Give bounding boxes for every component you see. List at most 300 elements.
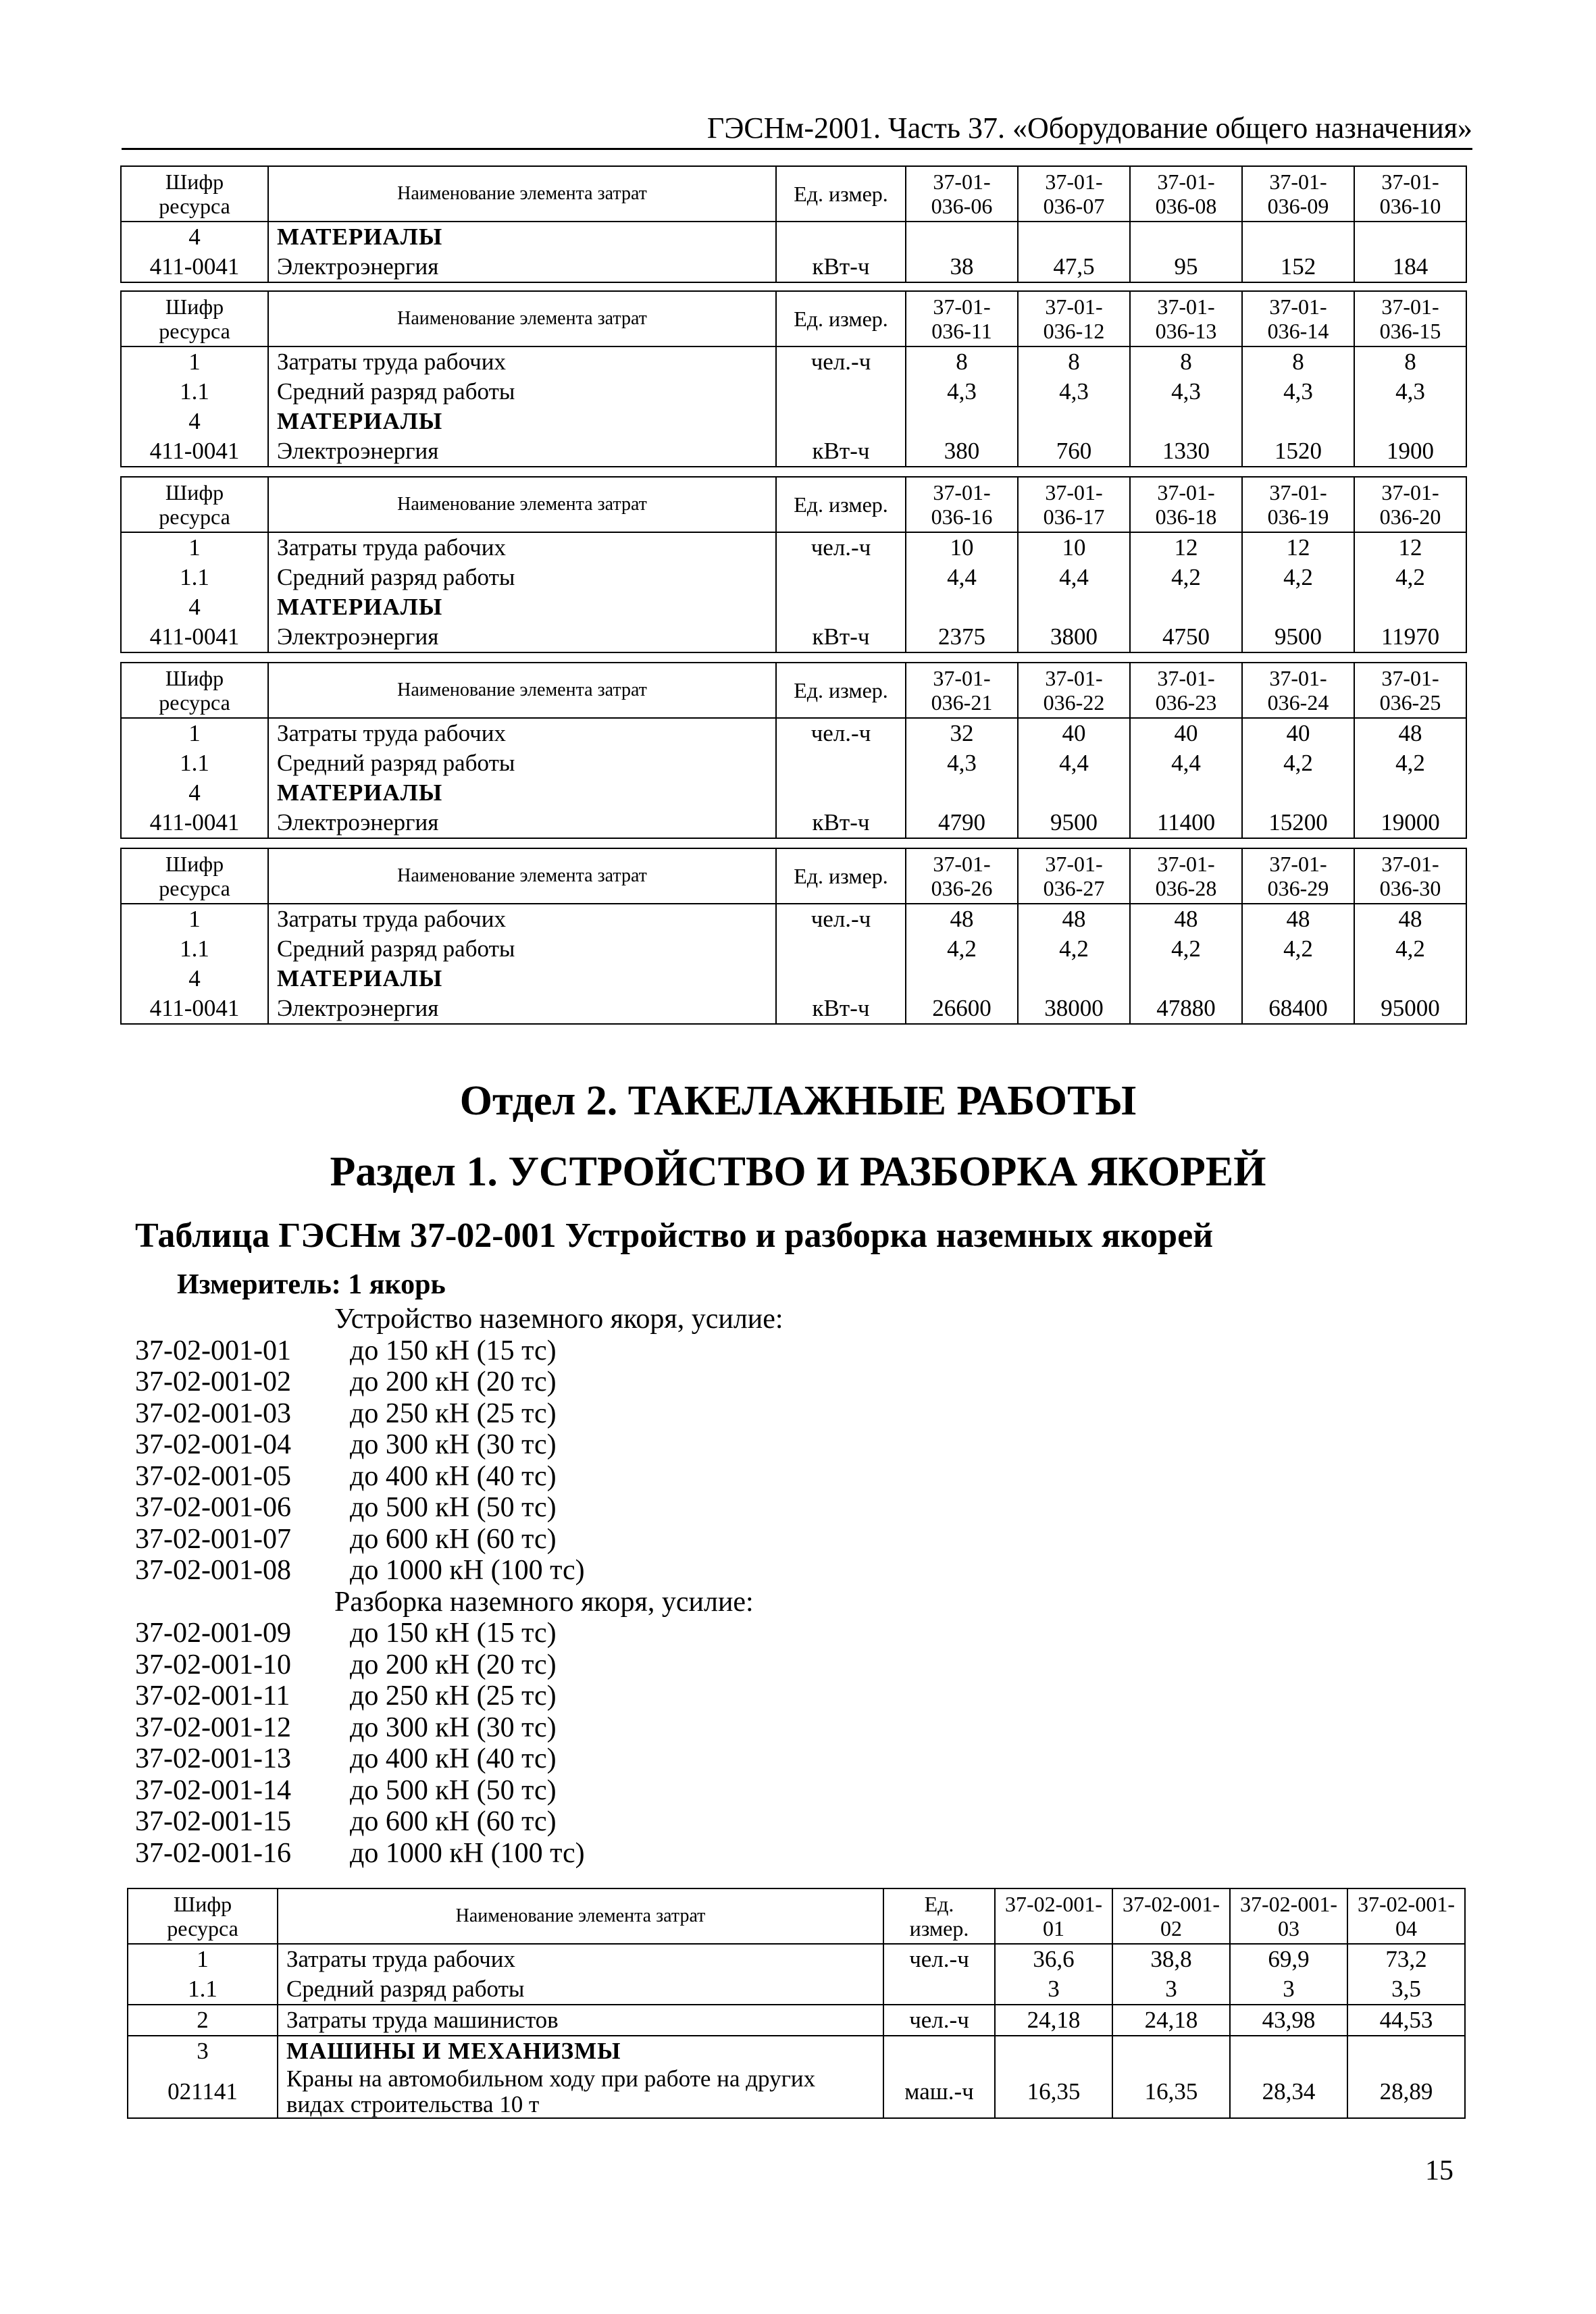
header-code-cell: Шифр ресурса bbox=[121, 166, 268, 222]
value-cell: 152 bbox=[1242, 252, 1354, 282]
element-name-cell: МАТЕРИАЛЫ bbox=[268, 778, 776, 808]
header-norm-code-cell: 37-01-036-10 bbox=[1354, 166, 1466, 222]
list-item bbox=[135, 1775, 783, 1807]
element-name-cell: МАТЕРИАЛЫ bbox=[268, 407, 776, 436]
page-number: 15 bbox=[1425, 2155, 1453, 2186]
value-cell: 48 bbox=[1130, 904, 1242, 934]
value-cell: 4790 bbox=[906, 808, 1018, 838]
resource-code-cell: 1.1 bbox=[121, 563, 268, 592]
item-code: 37-02-001-10 bbox=[135, 1649, 291, 1680]
item-text: до 500 кН (50 тс) bbox=[350, 1492, 557, 1523]
header-code-cell: Шифр ресурса bbox=[121, 848, 268, 904]
item-text: до 500 кН (50 тс) bbox=[350, 1774, 557, 1806]
table-row bbox=[121, 934, 1466, 964]
value-cell: 40 bbox=[1130, 718, 1242, 748]
value-cell: 4,3 bbox=[1018, 377, 1130, 407]
value-cell: 38 bbox=[906, 252, 1018, 282]
header-norm-code-cell: 37-02-001-01 bbox=[995, 1888, 1112, 1944]
value-cell bbox=[1230, 2036, 1347, 2066]
item-text: до 250 кН (25 тс) bbox=[350, 1397, 557, 1429]
list-item bbox=[135, 1366, 783, 1398]
item-text: до 1000 кН (100 тс) bbox=[350, 1555, 585, 1586]
element-name-cell: Затраты труда рабочих bbox=[268, 904, 776, 934]
unit-cell bbox=[883, 1974, 995, 2005]
unit-cell: чел.-ч bbox=[776, 346, 906, 377]
header-norm-code-cell: 37-01-036-16 bbox=[906, 477, 1018, 532]
value-cell: 4,2 bbox=[1354, 563, 1466, 592]
header-name-cell: Наименование элемента затрат bbox=[278, 1888, 883, 1944]
value-cell: 47880 bbox=[1130, 994, 1242, 1024]
table-row bbox=[121, 904, 1466, 934]
value-cell: 95 bbox=[1130, 252, 1242, 282]
value-cell: 4,2 bbox=[1242, 748, 1354, 778]
unit-cell: кВт-ч bbox=[776, 808, 906, 838]
list-item bbox=[135, 1492, 783, 1524]
item-text: до 300 кН (30 тс) bbox=[350, 1712, 557, 1743]
unit-cell: кВт-ч bbox=[776, 436, 906, 467]
header-norm-code-cell: 37-01-036-08 bbox=[1130, 166, 1242, 222]
resource-cost-table bbox=[127, 1888, 1466, 2119]
value-cell: 28,34 bbox=[1230, 2066, 1347, 2118]
item-code: 37-02-001-11 bbox=[135, 1680, 290, 1712]
resource-code-cell: 411-0041 bbox=[121, 808, 268, 838]
header-name-cell: Наименование элемента затрат bbox=[268, 477, 776, 532]
item-code: 37-02-001-03 bbox=[135, 1397, 291, 1429]
value-cell: 68400 bbox=[1242, 994, 1354, 1024]
list-item bbox=[135, 1555, 783, 1587]
resource-code-cell: 1.1 bbox=[128, 1974, 278, 2005]
value-cell: 8 bbox=[1018, 346, 1130, 377]
list-item bbox=[135, 1712, 783, 1744]
header-norm-code-cell: 37-01-036-23 bbox=[1130, 663, 1242, 718]
value-cell: 4,3 bbox=[1354, 377, 1466, 407]
element-name-cell: Средний разряд работы bbox=[268, 377, 776, 407]
resource-code-cell: 4 bbox=[121, 592, 268, 622]
table-row bbox=[128, 1974, 1465, 2005]
value-cell: 3800 bbox=[1018, 622, 1130, 652]
header-norm-code-cell: 37-01-036-06 bbox=[906, 166, 1018, 222]
table-row bbox=[121, 808, 1466, 838]
unit-cell: чел.-ч bbox=[883, 2005, 995, 2036]
value-cell: 8 bbox=[1242, 346, 1354, 377]
header-code-cell: Шифр ресурса bbox=[121, 663, 268, 718]
value-cell: 19000 bbox=[1354, 808, 1466, 838]
item-text: до 250 кН (25 тс) bbox=[350, 1680, 557, 1712]
header-norm-code-cell: 37-01-036-22 bbox=[1018, 663, 1130, 718]
value-cell: 16,35 bbox=[995, 2066, 1112, 2118]
table-row bbox=[121, 592, 1466, 622]
header-norm-code-cell: 37-01-036-15 bbox=[1354, 291, 1466, 346]
element-name-cell: Затраты труда рабочих bbox=[268, 532, 776, 563]
value-cell: 3 bbox=[1230, 1974, 1347, 2005]
list-item bbox=[135, 1398, 783, 1430]
item-text: до 400 кН (40 тс) bbox=[350, 1743, 557, 1774]
value-cell: 4,3 bbox=[1130, 377, 1242, 407]
value-cell bbox=[906, 407, 1018, 436]
value-cell: 3 bbox=[995, 1974, 1112, 2005]
value-cell bbox=[1354, 778, 1466, 808]
header-norm-code-cell: 37-01-036-24 bbox=[1242, 663, 1354, 718]
value-cell: 48 bbox=[1354, 718, 1466, 748]
meter-line: Измеритель: 1 якорь bbox=[177, 1269, 446, 1300]
value-cell: 4,3 bbox=[906, 748, 1018, 778]
header-name-cell: Наименование элемента затрат bbox=[268, 663, 776, 718]
unit-cell: кВт-ч bbox=[776, 994, 906, 1024]
table-row bbox=[121, 778, 1466, 808]
value-cell: 36,6 bbox=[995, 1944, 1112, 1974]
header-norm-code-cell: 37-01-036-27 bbox=[1018, 848, 1130, 904]
value-cell: 48 bbox=[906, 904, 1018, 934]
value-cell bbox=[1130, 222, 1242, 252]
value-cell bbox=[1018, 222, 1130, 252]
resource-code-cell: 1 bbox=[128, 1944, 278, 1974]
table-row bbox=[121, 346, 1466, 377]
value-cell bbox=[1018, 778, 1130, 808]
item-text: до 200 кН (20 тс) bbox=[350, 1649, 557, 1680]
table-row bbox=[121, 994, 1466, 1024]
resource-code-cell: 4 bbox=[121, 778, 268, 808]
value-cell bbox=[995, 2036, 1112, 2066]
item-text: до 600 кН (60 тс) bbox=[350, 1523, 557, 1555]
table-row bbox=[121, 748, 1466, 778]
value-cell: 8 bbox=[1354, 346, 1466, 377]
header-norm-code-cell: 37-01-036-30 bbox=[1354, 848, 1466, 904]
element-name-cell: МАТЕРИАЛЫ bbox=[268, 964, 776, 994]
header-name-cell: Наименование элемента затрат bbox=[268, 166, 776, 222]
list-item bbox=[135, 1524, 783, 1555]
value-cell: 3,5 bbox=[1347, 1974, 1465, 2005]
value-cell: 4,2 bbox=[906, 934, 1018, 964]
header-unit-cell: Ед. измер. bbox=[776, 663, 906, 718]
header-norm-code-cell: 37-02-001-02 bbox=[1112, 1888, 1230, 1944]
header-unit-cell: Ед. измер. bbox=[776, 166, 906, 222]
header-norm-code-cell: 37-01-036-14 bbox=[1242, 291, 1354, 346]
list-item bbox=[135, 1429, 783, 1461]
unit-cell bbox=[776, 592, 906, 622]
header-norm-code-cell: 37-01-036-18 bbox=[1130, 477, 1242, 532]
value-cell bbox=[1130, 592, 1242, 622]
element-name-cell: Средний разряд работы bbox=[268, 934, 776, 964]
item-code: 37-02-001-02 bbox=[135, 1366, 291, 1397]
resource-code-cell: 4 bbox=[121, 964, 268, 994]
value-cell: 4750 bbox=[1130, 622, 1242, 652]
element-name-cell: Затраты труда рабочих bbox=[268, 718, 776, 748]
value-cell: 48 bbox=[1242, 904, 1354, 934]
item-code: 37-02-001-13 bbox=[135, 1743, 291, 1774]
value-cell bbox=[1130, 778, 1242, 808]
running-header: ГЭСНм-2001. Часть 37. «Оборудование общего назначения» bbox=[706, 111, 1472, 145]
value-cell: 15200 bbox=[1242, 808, 1354, 838]
value-cell: 4,2 bbox=[1018, 934, 1130, 964]
unit-cell bbox=[776, 748, 906, 778]
table-caption: Таблица ГЭСНм 37-02-001 Устройство и разборка наземных якорей bbox=[135, 1216, 1214, 1255]
resource-cost-table bbox=[120, 476, 1467, 653]
value-cell: 11970 bbox=[1354, 622, 1466, 652]
header-norm-code-cell: 37-02-001-03 bbox=[1230, 1888, 1347, 1944]
unit-cell: маш.-ч bbox=[883, 2066, 995, 2118]
value-cell: 40 bbox=[1242, 718, 1354, 748]
value-cell: 40 bbox=[1018, 718, 1130, 748]
resource-code-cell: 1.1 bbox=[121, 934, 268, 964]
value-cell: 760 bbox=[1018, 436, 1130, 467]
resource-cost-table bbox=[120, 848, 1467, 1025]
item-text: до 150 кН (15 тс) bbox=[350, 1335, 557, 1366]
value-cell bbox=[1242, 778, 1354, 808]
value-cell: 12 bbox=[1354, 532, 1466, 563]
header-norm-code-cell: 37-01-036-12 bbox=[1018, 291, 1130, 346]
item-text: до 1000 кН (100 тс) bbox=[350, 1837, 585, 1869]
element-name-cell: Средний разряд работы bbox=[268, 563, 776, 592]
value-cell: 4,4 bbox=[906, 563, 1018, 592]
table-row bbox=[128, 2005, 1465, 2036]
header-name-cell: Наименование элемента затрат bbox=[268, 848, 776, 904]
list-item bbox=[135, 1838, 783, 1870]
value-cell: 24,18 bbox=[995, 2005, 1112, 2036]
item-text: до 600 кН (60 тс) bbox=[350, 1806, 557, 1837]
resource-code-cell: 1 bbox=[121, 346, 268, 377]
table-row bbox=[121, 407, 1466, 436]
value-cell bbox=[1130, 964, 1242, 994]
item-code: 37-02-001-16 bbox=[135, 1837, 291, 1869]
header-code-cell: Шифр ресурса bbox=[128, 1888, 278, 1944]
value-cell: 2375 bbox=[906, 622, 1018, 652]
value-cell: 4,2 bbox=[1242, 934, 1354, 964]
header-unit-cell: Ед. измер. bbox=[776, 477, 906, 532]
value-cell: 48 bbox=[1354, 904, 1466, 934]
item-code: 37-02-001-07 bbox=[135, 1523, 291, 1555]
value-cell bbox=[1242, 592, 1354, 622]
element-name-cell: Затраты труда рабочих bbox=[268, 346, 776, 377]
value-cell bbox=[906, 964, 1018, 994]
header-norm-code-cell: 37-01-036-19 bbox=[1242, 477, 1354, 532]
value-cell: 8 bbox=[906, 346, 1018, 377]
item-code: 37-02-001-01 bbox=[135, 1335, 291, 1366]
resource-cost-table bbox=[120, 290, 1467, 467]
list-item bbox=[135, 1649, 783, 1681]
value-cell bbox=[1347, 2036, 1465, 2066]
value-cell: 4,2 bbox=[1130, 563, 1242, 592]
resource-code-cell: 411-0041 bbox=[121, 622, 268, 652]
item-code: 37-02-001-05 bbox=[135, 1460, 291, 1492]
unit-cell bbox=[776, 222, 906, 252]
header-norm-code-cell: 37-01-036-28 bbox=[1130, 848, 1242, 904]
unit-cell bbox=[776, 934, 906, 964]
value-cell: 9500 bbox=[1018, 808, 1130, 838]
value-cell bbox=[1018, 407, 1130, 436]
list-item bbox=[135, 1680, 783, 1712]
value-cell: 1900 bbox=[1354, 436, 1466, 467]
value-cell bbox=[1242, 407, 1354, 436]
value-cell: 1330 bbox=[1130, 436, 1242, 467]
value-cell bbox=[1018, 592, 1130, 622]
element-name-cell: Электроэнергия bbox=[268, 252, 776, 282]
value-cell: 4,4 bbox=[1018, 748, 1130, 778]
value-cell: 47,5 bbox=[1018, 252, 1130, 282]
value-cell: 26600 bbox=[906, 994, 1018, 1024]
table-row bbox=[121, 718, 1466, 748]
table-row bbox=[121, 622, 1466, 652]
value-cell: 10 bbox=[1018, 532, 1130, 563]
value-cell: 12 bbox=[1242, 532, 1354, 563]
resource-cost-table bbox=[120, 165, 1467, 283]
item-text: до 300 кН (30 тс) bbox=[350, 1429, 557, 1460]
table-row bbox=[121, 222, 1466, 252]
unit-cell bbox=[776, 563, 906, 592]
resource-code-cell: 1 bbox=[121, 532, 268, 563]
value-cell: 4,2 bbox=[1242, 563, 1354, 592]
header-rule bbox=[122, 148, 1472, 150]
element-name-cell: Электроэнергия bbox=[268, 994, 776, 1024]
item-code: 37-02-001-06 bbox=[135, 1492, 291, 1523]
item-code: 37-02-001-09 bbox=[135, 1618, 291, 1649]
value-cell: 95000 bbox=[1354, 994, 1466, 1024]
element-name-cell: Средний разряд работы bbox=[268, 748, 776, 778]
value-cell: 380 bbox=[906, 436, 1018, 467]
value-cell: 11400 bbox=[1130, 808, 1242, 838]
header-name-cell: Наименование элемента затрат bbox=[268, 291, 776, 346]
table-row bbox=[128, 2036, 1465, 2066]
header-norm-code-cell: 37-01-036-07 bbox=[1018, 166, 1130, 222]
value-cell bbox=[1354, 592, 1466, 622]
value-cell: 184 bbox=[1354, 252, 1466, 282]
element-name-cell: МАТЕРИАЛЫ bbox=[268, 222, 776, 252]
value-cell: 48 bbox=[1018, 904, 1130, 934]
value-cell: 38000 bbox=[1018, 994, 1130, 1024]
value-cell bbox=[1242, 222, 1354, 252]
value-cell: 24,18 bbox=[1112, 2005, 1230, 2036]
resource-cost-table bbox=[120, 662, 1467, 839]
header-norm-code-cell: 37-01-036-13 bbox=[1130, 291, 1242, 346]
value-cell: 9500 bbox=[1242, 622, 1354, 652]
table-row bbox=[121, 964, 1466, 994]
header-norm-code-cell: 37-01-036-25 bbox=[1354, 663, 1466, 718]
resource-code-cell: 411-0041 bbox=[121, 994, 268, 1024]
header-norm-code-cell: 37-01-036-21 bbox=[906, 663, 1018, 718]
value-cell bbox=[1130, 407, 1242, 436]
resource-code-cell: 3 bbox=[128, 2036, 278, 2066]
value-cell bbox=[906, 778, 1018, 808]
element-name-cell: Затраты труда рабочих bbox=[278, 1944, 883, 1974]
list-group-heading: Разборка наземного якоря, усилие: bbox=[334, 1586, 754, 1618]
header-norm-code-cell: 37-01-036-11 bbox=[906, 291, 1018, 346]
table-row bbox=[128, 1944, 1465, 1974]
section-title: Отдел 2. ТАКЕЛАЖНЫЕ РАБОТЫ bbox=[459, 1078, 1137, 1124]
value-cell: 4,4 bbox=[1130, 748, 1242, 778]
table-row bbox=[128, 2066, 1465, 2118]
header-norm-code-cell: 37-01-036-20 bbox=[1354, 477, 1466, 532]
unit-cell: чел.-ч bbox=[776, 718, 906, 748]
value-cell: 69,9 bbox=[1230, 1944, 1347, 1974]
element-name-cell: Электроэнергия bbox=[268, 622, 776, 652]
resource-code-cell: 411-0041 bbox=[121, 252, 268, 282]
value-cell bbox=[1242, 964, 1354, 994]
table-row bbox=[121, 563, 1466, 592]
resource-code-cell: 1 bbox=[121, 904, 268, 934]
header-code-cell: Шифр ресурса bbox=[121, 291, 268, 346]
table-row bbox=[121, 436, 1466, 467]
list-item bbox=[135, 1618, 783, 1649]
unit-cell bbox=[776, 407, 906, 436]
element-name-cell: МАШИНЫ И МЕХАНИЗМЫ bbox=[278, 2036, 883, 2066]
value-cell: 4,4 bbox=[1018, 563, 1130, 592]
subsection-title: Раздел 1. УСТРОЙСТВО И РАЗБОРКА ЯКОРЕЙ bbox=[330, 1149, 1266, 1195]
list-item bbox=[135, 1461, 783, 1493]
unit-cell: чел.-ч bbox=[883, 1944, 995, 1974]
header-norm-code-cell: 37-02-001-04 bbox=[1347, 1888, 1465, 1944]
value-cell: 4,3 bbox=[1242, 377, 1354, 407]
resource-code-cell: 1 bbox=[121, 718, 268, 748]
item-code: 37-02-001-15 bbox=[135, 1806, 291, 1837]
value-cell: 8 bbox=[1130, 346, 1242, 377]
list-item bbox=[135, 1806, 783, 1838]
value-cell: 4,2 bbox=[1354, 934, 1466, 964]
value-cell: 10 bbox=[906, 532, 1018, 563]
header-unit-cell: Ед. измер. bbox=[776, 848, 906, 904]
resource-code-cell: 4 bbox=[121, 407, 268, 436]
unit-cell bbox=[776, 964, 906, 994]
value-cell: 4,2 bbox=[1354, 748, 1466, 778]
unit-cell: чел.-ч bbox=[776, 532, 906, 563]
value-cell: 43,98 bbox=[1230, 2005, 1347, 2036]
value-cell bbox=[906, 222, 1018, 252]
item-code: 37-02-001-14 bbox=[135, 1774, 291, 1806]
resource-code-cell: 411-0041 bbox=[121, 436, 268, 467]
resource-code-cell: 4 bbox=[121, 222, 268, 252]
item-code: 37-02-001-12 bbox=[135, 1712, 291, 1743]
item-code: 37-02-001-04 bbox=[135, 1429, 291, 1460]
table-row bbox=[121, 532, 1466, 563]
header-unit-cell: Ед. измер. bbox=[776, 291, 906, 346]
list-item bbox=[135, 1743, 783, 1775]
header-norm-code-cell: 37-01-036-29 bbox=[1242, 848, 1354, 904]
list-item bbox=[135, 1335, 783, 1367]
unit-cell bbox=[776, 377, 906, 407]
value-cell: 73,2 bbox=[1347, 1944, 1465, 1974]
unit-cell bbox=[776, 778, 906, 808]
table-row bbox=[121, 377, 1466, 407]
value-cell: 38,8 bbox=[1112, 1944, 1230, 1974]
resource-code-cell: 021141 bbox=[128, 2066, 278, 2118]
value-cell bbox=[1112, 2036, 1230, 2066]
element-name-cell: МАТЕРИАЛЫ bbox=[268, 592, 776, 622]
header-code-cell: Шифр ресурса bbox=[121, 477, 268, 532]
header-unit-cell: Ед. измер. bbox=[883, 1888, 995, 1944]
resource-code-cell: 1.1 bbox=[121, 377, 268, 407]
unit-cell: кВт-ч bbox=[776, 622, 906, 652]
unit-cell: чел.-ч bbox=[776, 904, 906, 934]
value-cell bbox=[1354, 407, 1466, 436]
value-cell: 4,3 bbox=[906, 377, 1018, 407]
value-cell: 12 bbox=[1130, 532, 1242, 563]
element-name-cell: Средний разряд работы bbox=[278, 1974, 883, 2005]
value-cell: 1520 bbox=[1242, 436, 1354, 467]
list-group-heading: Устройство наземного якоря, усилие: bbox=[334, 1304, 783, 1335]
header-norm-code-cell: 37-01-036-09 bbox=[1242, 166, 1354, 222]
resource-code-cell: 2 bbox=[128, 2005, 278, 2036]
element-name-cell: Краны на автомобильном ходу при работе на других видах строительства 10 т bbox=[278, 2066, 883, 2118]
item-text: до 200 кН (20 тс) bbox=[350, 1366, 557, 1397]
value-cell bbox=[1354, 964, 1466, 994]
value-cell bbox=[906, 592, 1018, 622]
element-name-cell: Электроэнергия bbox=[268, 436, 776, 467]
header-norm-code-cell: 37-01-036-17 bbox=[1018, 477, 1130, 532]
element-name-cell: Электроэнергия bbox=[268, 808, 776, 838]
item-text: до 150 кН (15 тс) bbox=[350, 1618, 557, 1649]
value-cell: 44,53 bbox=[1347, 2005, 1465, 2036]
item-text: до 400 кН (40 тс) bbox=[350, 1460, 557, 1492]
resource-code-cell: 1.1 bbox=[121, 748, 268, 778]
item-code: 37-02-001-08 bbox=[135, 1555, 291, 1586]
